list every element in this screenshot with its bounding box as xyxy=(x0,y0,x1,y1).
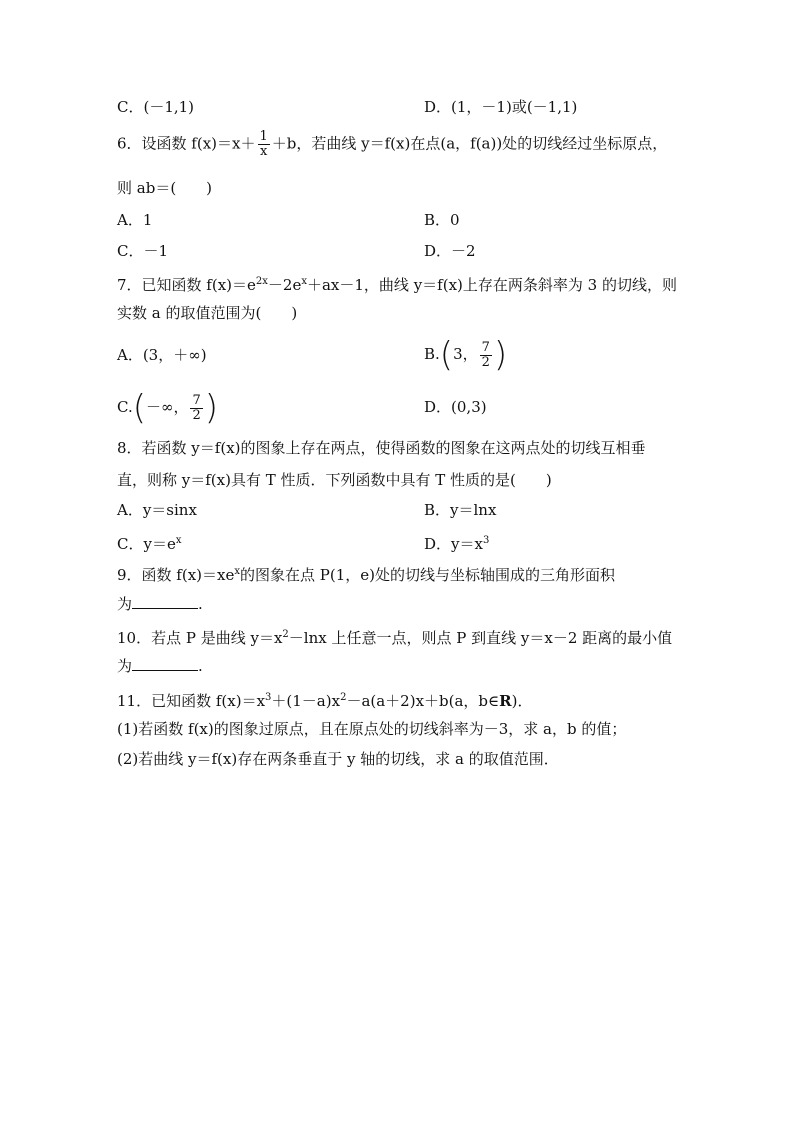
q6-frac-num: 1 xyxy=(259,129,268,144)
q6-stem-line2: 则 ab＝( ) xyxy=(117,179,213,197)
q9-sup: x xyxy=(234,566,241,577)
q9-end: . xyxy=(198,595,203,613)
q7-option-b xyxy=(424,334,507,374)
q8-option-a: A．y＝sinx xyxy=(117,501,197,519)
q7-option-d: D．(0,3) xyxy=(424,398,487,416)
q7-option-c-den: 2 xyxy=(192,407,201,423)
q7-option-c-fraction xyxy=(190,394,202,423)
q10-answer-blank[interactable] xyxy=(132,656,198,671)
q7-sup2: x xyxy=(301,276,307,287)
q7-option-b-prefix: B. xyxy=(424,345,440,363)
q8-option-c xyxy=(117,531,181,554)
q7-option-c-left: －∞， xyxy=(145,398,189,416)
q6-fraction xyxy=(258,130,270,159)
q6-frac-den: x xyxy=(258,144,270,159)
q8-stem-line1: 8．若函数 y＝f(x)的图象上存在两点，使得函数的图象在这两点处的切线互相垂 xyxy=(117,439,646,457)
q10-stem-c: 为 xyxy=(117,657,133,675)
q7-option-c xyxy=(117,387,218,427)
q7-option-c-prefix: C. xyxy=(117,398,133,416)
q7-option-b-num: 7 xyxy=(481,339,490,355)
q10-end: . xyxy=(198,657,203,675)
q6-option-b: B．0 xyxy=(424,211,460,229)
q7-option-b-left: 3， xyxy=(453,345,478,363)
q10-stem-a: 10．若点 P 是曲线 y＝x xyxy=(117,629,283,647)
q11-stem-b: ＋(1－a)x xyxy=(271,692,341,710)
q6-stem-b: ＋b，若曲线 y＝f(x)在点(a，f(a))处的切线经过坐标原点， xyxy=(271,134,668,153)
q10-sup: 2 xyxy=(282,629,289,640)
q9-stem-a: 9．函数 f(x)＝xe xyxy=(117,566,235,584)
left-paren-icon: ( xyxy=(439,335,454,375)
q7-stem-line1 xyxy=(117,272,677,295)
q8-option-d-text: D．y＝x xyxy=(424,535,483,553)
q6-option-c: C．－1 xyxy=(117,242,169,260)
q7-option-a: A．(3，＋∞) xyxy=(117,346,207,364)
q8-option-c-sup: x xyxy=(175,535,182,546)
q6-stem-line1 xyxy=(117,130,667,159)
q9-stem-line2 xyxy=(117,594,203,614)
q8-option-b: B．y＝lnx xyxy=(424,501,497,519)
q7-stem-b: －2e xyxy=(267,276,302,294)
q9-stem-b: 的图象在点 P(1，e)处的切线与坐标轴围成的三角形面积 xyxy=(240,566,616,584)
q6-option-d: D．－2 xyxy=(424,242,476,260)
q10-stem-line1 xyxy=(117,625,672,648)
q9-stem-line1 xyxy=(117,562,615,585)
q7-stem-c: ＋ax－1，曲线 y＝f(x)上存在两条斜率为 3 的切线，则 xyxy=(306,276,677,294)
q6-option-a: A．1 xyxy=(117,211,153,229)
q9-answer-blank[interactable] xyxy=(132,594,198,609)
q7-option-b-fraction xyxy=(480,341,492,370)
q6-stem-a: 6．设函数 f(x)＝x＋ xyxy=(117,134,256,153)
q11-part2: (2)若曲线 y＝f(x)存在两条垂直于 y 轴的切线，求 a 的取值范围． xyxy=(117,750,559,768)
q11-stem-d: )． xyxy=(511,692,533,710)
q8-option-d-sup: 3 xyxy=(482,535,490,546)
left-paren-icon: ( xyxy=(132,388,146,428)
q8-option-d xyxy=(424,531,489,554)
q7-stem-a: 7．已知函数 f(x)＝e xyxy=(117,276,256,294)
q7-stem-line2: 实数 a 的取值范围为( ) xyxy=(117,304,298,322)
q11-stem-a: 11．已知函数 f(x)＝x xyxy=(117,692,266,710)
q11-part1: (1)若函数 f(x)的图象过原点，且在原点处的切线斜率为－3，求 a，b 的值； xyxy=(117,720,627,738)
q11-sup1: 3 xyxy=(265,692,272,703)
q5-option-d: D．(1，－1)或(－1,1) xyxy=(424,98,578,116)
q11-stem xyxy=(117,688,532,711)
q11-sup2: 2 xyxy=(340,692,347,703)
q7-option-c-num: 7 xyxy=(192,392,201,408)
q10-stem-line2 xyxy=(117,656,203,676)
right-paren-icon: ) xyxy=(493,335,508,375)
q11-stem-c: －a(a＋2)x＋b(a，b∈ xyxy=(346,692,500,710)
q9-stem-c: 为 xyxy=(117,595,133,613)
q11-real-set: R xyxy=(499,692,512,710)
right-paren-icon: ) xyxy=(204,388,219,428)
q7-sup1: 2x xyxy=(255,276,268,287)
q8-stem-line2: 直，则称 y＝f(x)具有 T 性质．下列函数中具有 T 性质的是( ) xyxy=(117,471,552,489)
q8-option-c-text: C．y＝e xyxy=(117,535,176,553)
q7-option-b-den: 2 xyxy=(481,354,490,370)
q5-option-c: C．(－1,1) xyxy=(117,98,195,116)
q10-stem-b: －lnx 上任意一点，则点 P 到直线 y＝x－2 距离的最小值 xyxy=(288,629,673,647)
